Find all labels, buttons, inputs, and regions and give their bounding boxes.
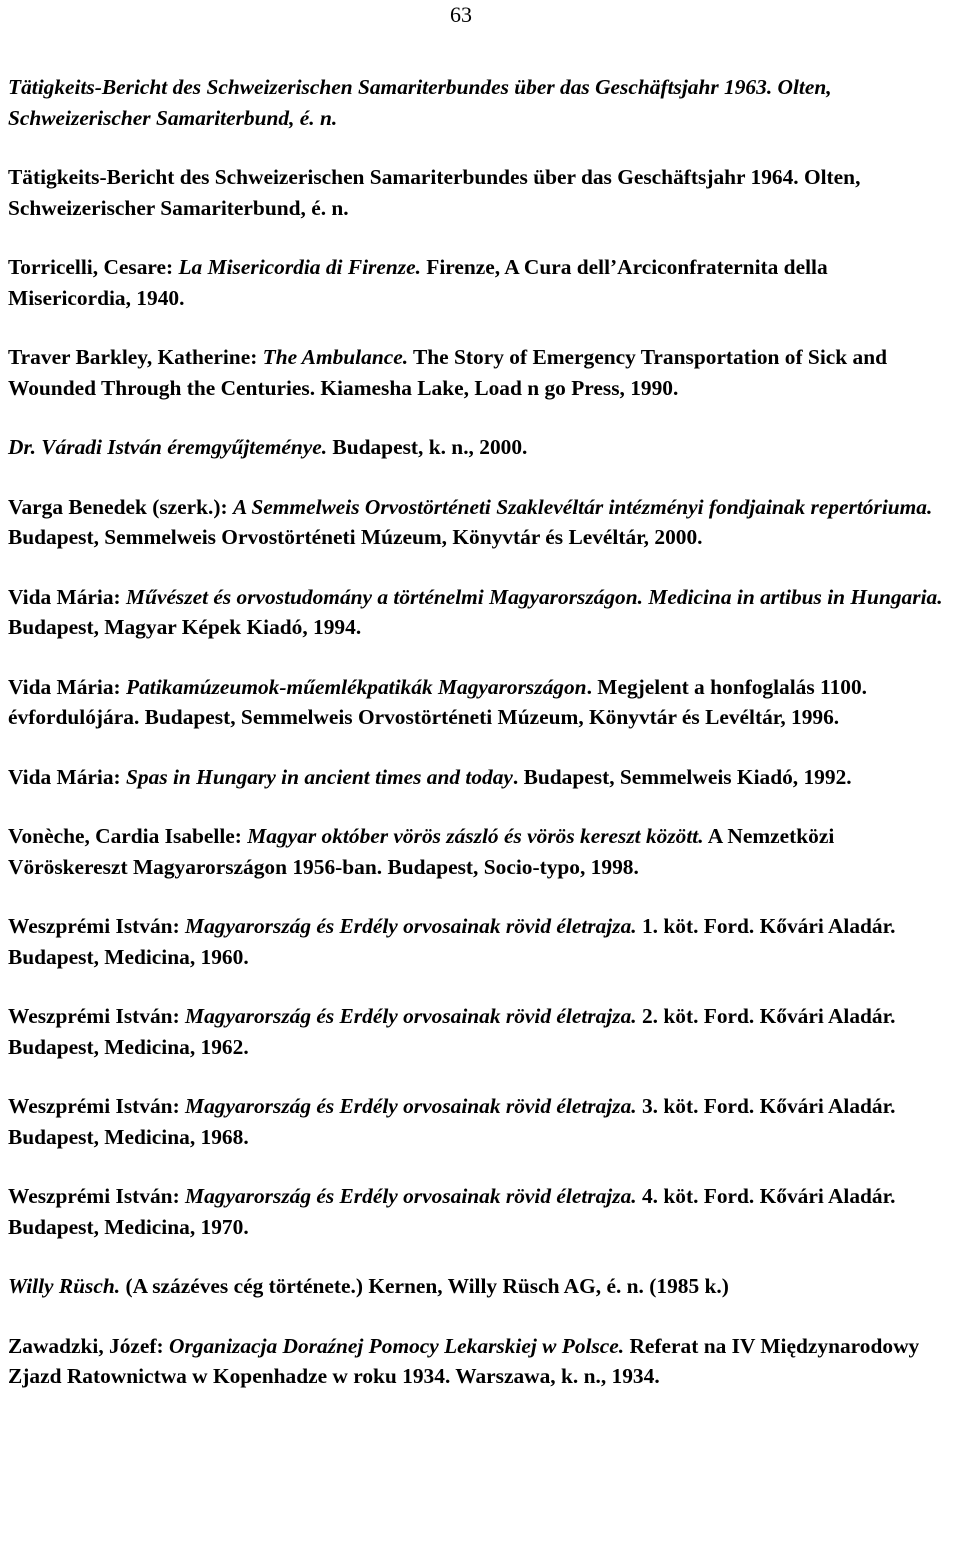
bibliography-entry [8,1331,953,1392]
entry-text: The Story of Emergency Transportation of Sick and Wounded Through the Centuries. Kiamesha Lake, Load n go Press, 1990. [8,345,887,400]
entry-title-italic: La Misericordia di Firenze. [178,255,421,279]
entry-text: Vonèche, Cardia Isabelle: [8,824,248,848]
entry-text: Budapest, Semmelweis Orvostörténeti Múzeum, Könyvtár és Levéltár, 2000. [8,525,703,549]
entry-text: . Budapest, Semmelweis Kiadó, 1992. [512,764,852,789]
entry-title-italic: Spas in Hungary in ancient times and today [126,764,513,789]
entry-text: Weszprémi István: [8,1004,186,1028]
entry-text: Traver Barkley, Katherine: [8,345,263,369]
bibliography-entry [8,72,953,133]
entry-text: Vida Mária: [8,764,127,789]
bibliography-entry [8,492,953,553]
entry-title-italic: Tätigkeits-Bericht des Schweizerischen Samariterbundes über das Geschäftsjahr 1963. Olten, Schweizerischer Samariterbund, é. n. [8,75,832,130]
entry-text: Torricelli, Cesare: [8,255,179,279]
entry-text: Vida Mária: [8,674,127,699]
entry-text: 2. köt. Ford. Kővári Aladár. Budapest, Medicina, 1962. [8,1004,896,1059]
entry-title-italic: Patikamúzeumok-műemlékpatikák Magyarországon [126,674,587,699]
bibliography-entry [8,1181,953,1242]
page-number: 63 [450,2,472,27]
entry-title-italic: The Ambulance. [262,345,409,369]
bibliography-entry [8,432,953,463]
entry-title-italic: Magyar október vörös zászló és vörös kereszt között. [247,824,704,848]
entry-text: Budapest, k. n., 2000. [327,435,528,459]
bibliography-entry [8,162,953,223]
bibliography-entry [8,342,953,403]
entry-text: Weszprémi István: [8,1184,186,1208]
bibliography-entry [8,1091,953,1152]
entry-title-italic: Magyarország és Erdély orvosainak rövid életrajza. [185,914,637,938]
entry-text: Tätigkeits-Bericht des Schweizerischen Samariterbundes über das Geschäftsjahr 1964. Olten, Schweizerischer Samariterbund, é. n. [8,165,861,220]
entry-text: A Nemzetközi Vöröskereszt Magyarországon 1956-ban. Budapest, Socio-typo, 1998. [8,824,835,879]
entry-title-italic: Művészet és orvostudomány a történelmi Magyarországon. Medicina in artibus in Hungaria. [126,584,943,609]
entry-text: Referat na IV Międzynarodowy Zjazd Ratownictwa w Kopenhadze w roku 1934. Warszawa, k. n., 1934. [8,1333,920,1388]
entry-title-italic: Magyarország és Erdély orvosainak rövid életrajza. [185,1094,637,1118]
entry-title-italic: Organizacja Doraźnej Pomocy Lekarskiej w Polsce. [169,1333,625,1358]
entry-title-italic: Magyarország és Erdély orvosainak rövid életrajza. [185,1184,637,1208]
bibliography-entry [8,252,953,313]
entry-text: 1. köt. Ford. Kővári Aladár. Budapest, Medicina, 1960. [8,914,896,969]
bibliography-entry [8,911,953,972]
entry-title-italic: Magyarország és Erdély orvosainak rövid életrajza. [185,1004,637,1028]
entry-text: Varga Benedek (szerk.): [8,494,233,519]
entry-text: Weszprémi István: [8,914,186,938]
entry-text: Firenze, A Cura dell’Arciconfraternita della Misericordia, 1940. [8,255,828,310]
entry-text: 4. köt. Ford. Kővári Aladár. Budapest, Medicina, 1970. [8,1184,896,1239]
entry-text: Budapest, Magyar Képek Kiadó, 1994. [8,615,362,639]
entry-title-italic: Dr. Váradi István éremgyűjteménye. [8,435,328,459]
bibliography-entry [8,821,953,882]
bibliography-entry [8,672,953,733]
bibliography-list [8,72,953,1421]
bibliography-entry [8,582,953,643]
entry-text: (A százéves cég története.) Kernen, Willy Rüsch AG, é. n. (1985 k.) [120,1274,729,1298]
bibliography-entry [8,762,953,793]
entry-text: Zawadzki, Józef: [8,1333,170,1358]
bibliography-entry [8,1271,953,1302]
entry-text: . Megjelent a honfoglalás 1100. évfordulójára. Budapest, Semmelweis Orvostörténeti Múzeum, Könyvtár és Levéltár, 1996. [8,674,868,729]
entry-text: Weszprémi István: [8,1094,186,1118]
entry-title-italic: Willy Rüsch. [8,1274,121,1298]
entry-text: Vida Mária: [8,584,127,609]
bibliography-entry [8,1001,953,1062]
entry-text: 3. köt. Ford. Kővári Aladár. Budapest, Medicina, 1968. [8,1094,896,1149]
entry-title-italic: A Semmelweis Orvostörténeti Szaklevéltár intézményi fondjainak repertóriuma. [232,494,933,519]
